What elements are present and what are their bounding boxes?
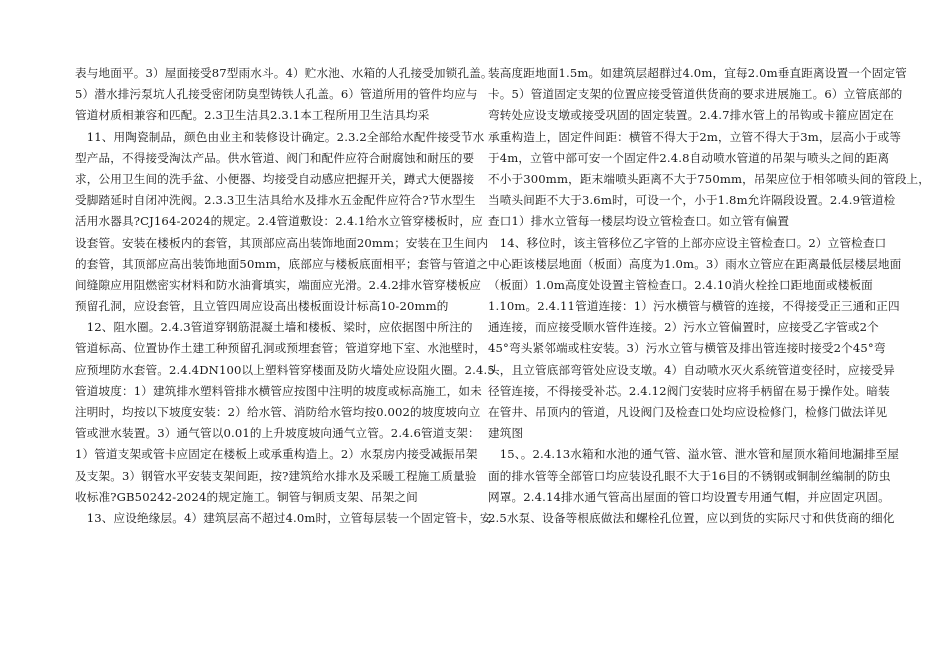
text-line: 及支架。3）钢管水平安装支架间距，按?建筑给水排水及采暖工程施工质量验 [75,468,477,483]
text-line: 45°弯头紧邻端或柱安装。3）污水立管与横管及排出管连接时接受2个45°弯 [488,341,886,356]
text-line: 活用水器具?CJ164-2024的规定。2.4管道敷设：2.4.1给水立管穿楼板时，应 [75,214,483,229]
text-line: 管道标高、位置协作土建工种预留孔洞或预埋套管；管道穿地下室、水池壁时， [75,341,487,356]
text-line: 面的排水管等全部管口均应装设孔眼不大于16目的不锈钢或铜制丝编制的防虫 [488,468,891,483]
text-line: 5）潜水排污泵坑人孔接受密闭防臭型铸铁人孔盖。6）管道所用的管件均应与 [75,87,478,102]
text-line: 管道坡度：1）建筑排水塑料管排水横管应按图中注明的坡度或标高施工，如未 [75,383,482,398]
text-line: 受脚踏延时自闭冲洗阀。2.3.3卫生洁具给水及排水五金配件应符合?节水型生 [75,193,476,208]
text-line: 设套管。安装在楼板内的套管，其顶部应高出装饰地面20mm；安装在卫生间内 [75,235,489,250]
text-line: 通连接，而应接受顺水管件连接。2）污水立管偏置时，应接受乙字管或2个 [488,320,879,335]
text-line: 中心距该楼层地面（板面）高度为1.0m。3）雨水立管应在距离最低层楼层地面 [488,256,902,271]
text-line: 间缝隙应用阻燃密实材料和防水油膏填实，端面应光滑。2.4.2排水管穿楼板应 [75,277,482,292]
text-line: 径管连接，不得接受补芯。2.4.12阀门安装时应将手柄留在易于操作处。暗装 [488,383,890,398]
text-line: 2.5水泵、设备等根底做法和螺栓孔位置，应以到货的实际尺寸和供货商的细化 [488,510,895,525]
right-text-column [488,63,931,529]
text-line: 应预埋防水套管。2.4.4DN100以上塑料管穿楼面及防火墙处应设阻火圈。2.4.5 [75,362,495,377]
text-line: 1）管道支架或管卡应固定在楼板上或承重构造上。2）水泵房内接受减振吊架 [75,447,478,462]
text-line: 型产品，不得接受淘汰产品。供水管道、阀门和配件应符合耐腐蚀和耐压的要 [75,150,475,165]
left-text-column [75,63,495,529]
text-line: 求，公用卫生间的洗手盆、小便器、均接受自动感应把握开关，蹲式大便器接 [75,171,475,186]
text-line: 查口1）排水立管每一楼层均设立管检查口。如立管有偏置 [488,214,790,229]
text-line: 12、阻水圈。2.4.3管道穿钢筋混凝土墙和楼板、梁时，应依据图中所注的 [75,320,473,335]
text-line: 管或泄水装置。3）通气管以0.01的上升坡度坡向通气立管。2.4.6管道支架： [75,426,480,441]
text-line: 表与地面平。3）屋面接受87型雨水斗。4）贮水池、水箱的人孔接受加锁孔盖。 [75,66,493,80]
text-line: （板面）1.0m高度处设置主管检查口。2.4.10消火栓拴口距地面或楼板面 [488,277,873,292]
text-line: 承重构造上，固定件间距：横管不得大于2m，立管不得大于3m，层高小于或等 [488,129,902,144]
text-line: 建筑图 [488,426,524,441]
text-line: 网罩。2.4.14排水通气管高出屋面的管口均设置专用通气帽，并应固定巩固。 [488,489,890,504]
text-line: 当喷头间距不大于3.6m时，可设一个，小于1.8m允许隔段设置。2.4.9管道检 [488,193,896,208]
text-line: 14、移位时，该主管移位乙字管的上部亦应设主管检查口。2）立管检查口 [488,235,887,250]
text-line: 弯转处应设支墩或接受巩固的固定装置。2.4.7排水管上的吊钩或卡箍应固定在 [488,108,895,123]
text-line: 于4m，立管中部可安一个固定件2.4.8自动喷水管道的吊架与喷头之间的距离 [488,150,890,165]
text-line: 1.10m。2.4.11管道连接：1）污水横管与横管的连接，不得接受正三通和正四 [488,299,900,314]
text-line: 的套管，其顶部应高出装饰地面50mm，底部应与楼板底面相平；套管与管道之 [75,256,489,271]
text-line: 在管井、吊顶内的管道，凡设阀门及检查口处均应设检修门，检修门做法详见 [488,405,888,419]
text-line: 不小于300mm，距末端喷头距离不大于750mm，吊架应位于相邻喷头间的管段上， [488,171,931,186]
text-line: 装高度距地面1.5m。如建筑层超群过4.0m，宜每2.0m垂直距离设置一个固定管 [488,66,907,80]
text-line: 头，且立管底部弯管处应设支墩。4）自动喷水灭火系统管道变径时，应接受异 [488,362,895,377]
text-line: 收标准?GB50242-2024的规定施工。铜管与铜质支架、吊架之间 [75,489,418,504]
text-line: 13、应设绝缘层。4）建筑层高不超过4.0m时，立管每层装一个固定管卡，安 [75,510,492,525]
text-line: 注明时，均按以下坡度安装：2）给水管、消防给水管均按0.002的坡度坡向立 [75,405,481,419]
text-line: 11、用陶瓷制品，颜色由业主和装修设计确定。2.3.2全部给水配件接受节水 [75,129,485,144]
text-line: 预留孔洞，应设套管，且立管四周应设高出楼板面设计标高10-20mm的 [75,299,449,314]
text-line: 15、。2.4.13水箱和水池的通气管、溢水管、泄水管和屋顶水箱间地漏排至屋 [488,447,900,462]
text-line: 卡。5）管道固定支架的位置应接受管道供货商的要求进展施工。6）立管底部的 [488,87,903,102]
text-line: 管道材质相兼容和匹配。2.3卫生洁具2.3.1本工程所用卫生洁具均采 [75,108,430,123]
